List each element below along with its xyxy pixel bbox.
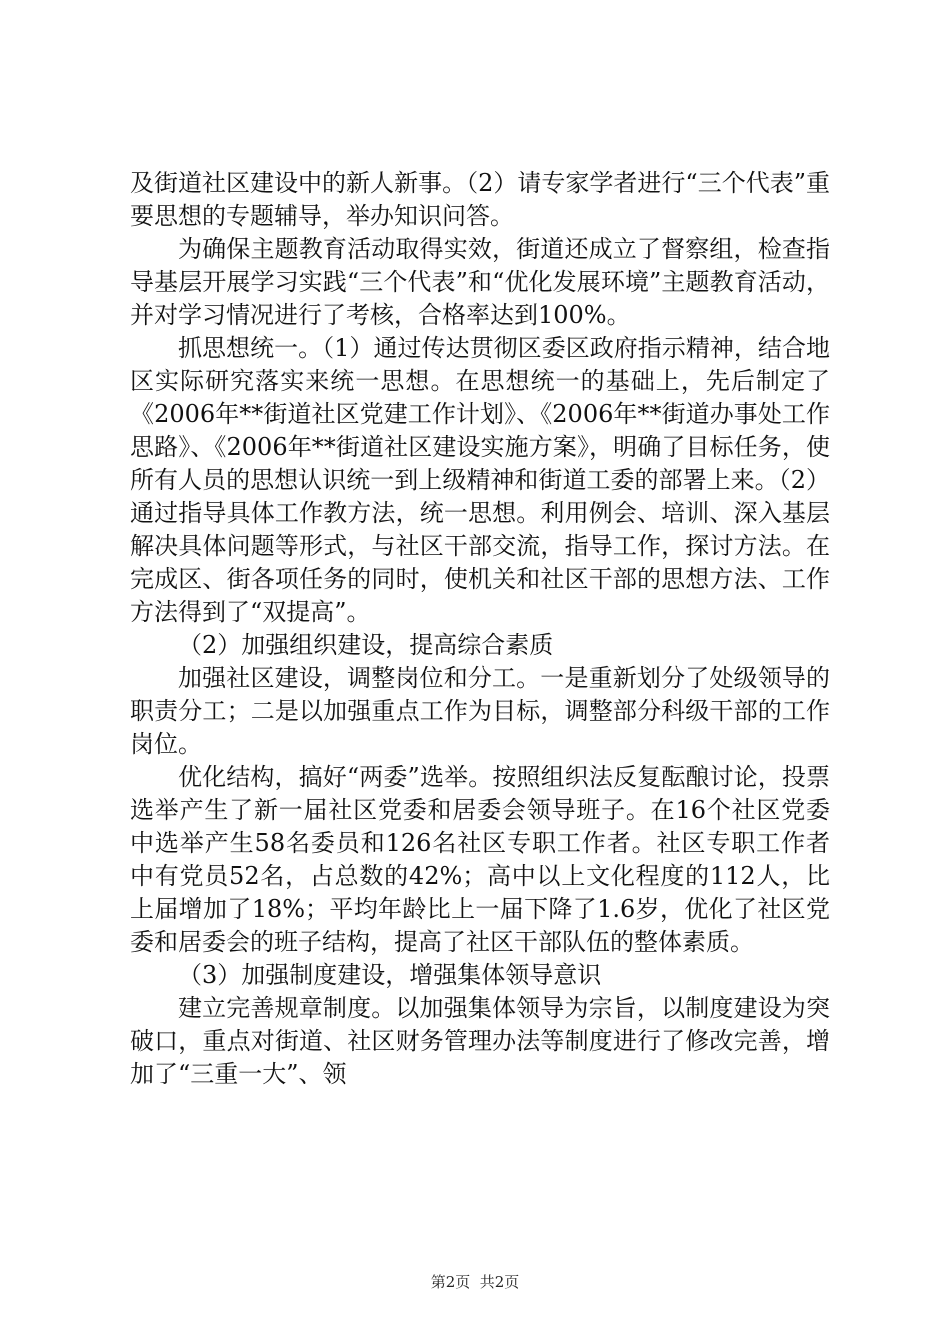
paragraph-1: 及街道社区建设中的新人新事。（2）请专家学者进行“三个代表”重要思想的专题辅导，举办知识问答。 (130, 169, 830, 230)
paragraph-4: 加强社区建设，调整岗位和分工。一是重新划分了处级领导的职责分工；二是以加强重点工作为目标，调整部分科级干部的工作岗位。 (130, 664, 830, 758)
section-heading-3: （3）加强制度建设，增强集体领导意识 (178, 961, 602, 989)
document-body (130, 167, 830, 1091)
page-number: 第2页 共2页 (430, 1273, 520, 1291)
paragraph-5: 优化结构，搞好“两委”选举。按照组织法反复酝酿讨论，投票选举产生了新一届社区党委和居委会领导班子。在16个社区党委中选举产生58名委员和126名社区专职工作者。社区专职工作者中有党员52名，占总数的42%；高中以上文化程度的112人，比上届增加了18%；平均年龄比上一届下降了1.6岁，优化了社区党委和居委会的班子结构，提高了社区干部队伍的整体素质。 (130, 763, 830, 956)
section-heading-2: （2）加强组织建设，提高综合素质 (178, 631, 554, 659)
paragraph-3: 抓思想统一。（1）通过传达贯彻区委区政府指示精神，结合地区实际研究落实来统一思想。在思想统一的基础上，先后制定了《2006年**街道社区党建工作计划》、《2006年**街道办事处工作思路》、《2006年**街道社区建设实施方案》，明确了目标任务，使所有人员的思想认识统一到上级精神和街道工委的部署上来。（2）通过指导具体工作教方法，统一思想。利用例会、培训、深入基层解决具体问题等形式，与社区干部交流，指导工作，探讨方法。在完成区、街各项任务的同时，使机关和社区干部的思想方法、工作方法得到了“双提高”。 (130, 334, 830, 626)
paragraph-6: 建立完善规章制度。以加强集体领导为宗旨，以制度建设为突破口，重点对街道、社区财务管理办法等制度进行了修改完善，增加了“三重一大”、领 (130, 994, 830, 1088)
page-footer (0, 1271, 950, 1292)
paragraph-2: 为确保主题教育活动取得实效，街道还成立了督察组，检查指导基层开展学习实践“三个代表”和“优化发展环境”主题教育活动，并对学习情况进行了考核，合格率达到100%。 (130, 235, 830, 329)
